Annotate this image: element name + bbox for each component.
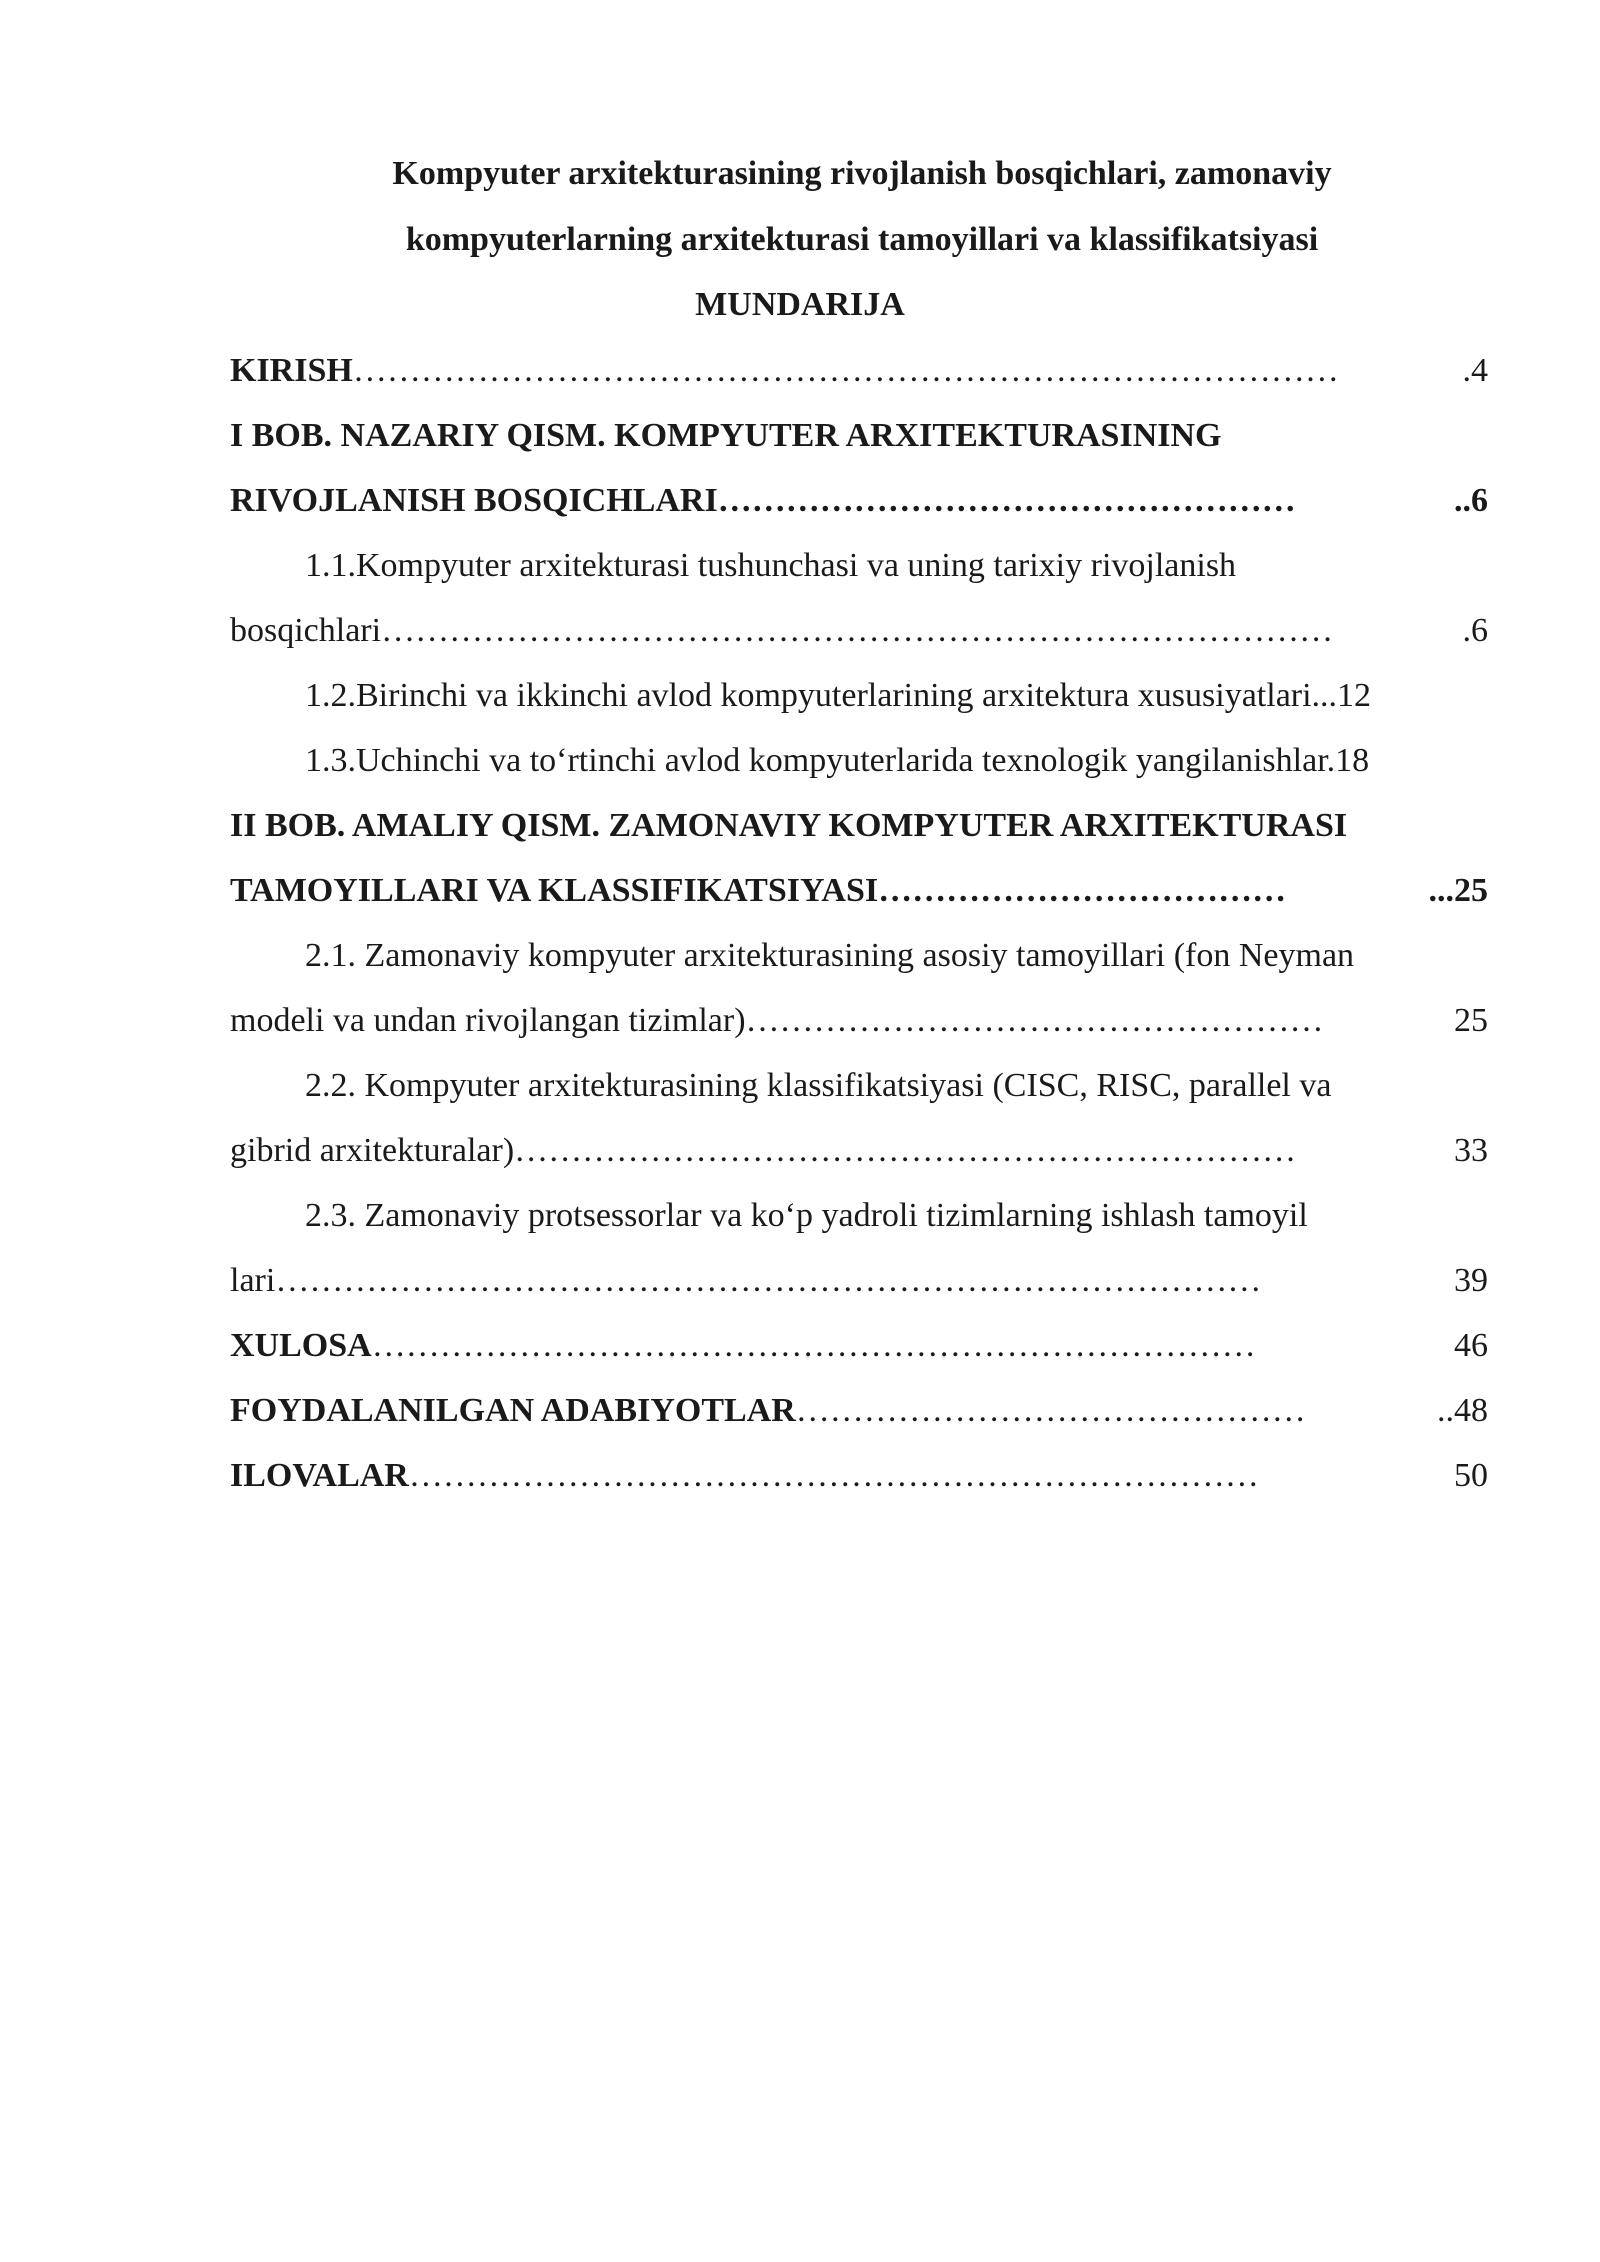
toc-leader-dots: …………………………………………………………………………… [275, 1262, 1262, 1299]
toc-entry-label: modeli va undan rivojlangan tizimlar) [230, 1002, 746, 1039]
toc-entry-label: RIVOJLANISH BOSQICHLARI [230, 482, 718, 519]
toc-page-number: 39 [1452, 1259, 1488, 1303]
toc-entry-bob1-line-2 [230, 479, 1488, 523]
toc-entry-adabiyotlar [230, 1389, 1488, 1433]
toc-entry-xulosa [230, 1324, 1488, 1368]
toc-page-number: .6 [1461, 609, 1489, 653]
toc-page-number: ..6 [1452, 479, 1488, 523]
toc-entry-1-2: 1.2.Birinchi va ikkinchi avlod kompyuterlarining arxitektura xususiyatlari...12 [305, 677, 1372, 714]
toc-page-number: 33 [1452, 1129, 1488, 1173]
toc-entry-2-1-line-1: 2.1. Zamonaviy kompyuter arxitekturasining asosiy tamoyillari (fon Neyman [305, 937, 1355, 974]
toc-entry-2-3-line-1: 2.3. Zamonaviy protsessorlar va ko‘p yadroli tizimlarning ishlash tamoyil [305, 1197, 1308, 1234]
toc-leader-dots: ………………………………………………………………………… [381, 612, 1334, 649]
toc-entry-bob1-line-1: I BOB. NAZARIY QISM. KOMPYUTER ARXITEKTURASINING [230, 417, 1222, 454]
toc-page-number: ...25 [1427, 869, 1489, 913]
document-title-line-1: Kompyuter arxitekturasining rivojlanish bosqichlari, zamonaviy [392, 155, 1332, 192]
toc-entry-2-1-line-2 [230, 999, 1488, 1043]
toc-entry-label: TAMOYILLARI VA KLASSIFIKATSIYASI [230, 872, 879, 909]
toc-page-number: ..48 [1435, 1389, 1488, 1433]
toc-entry-2-2-line-2 [230, 1129, 1488, 1173]
toc-heading: MUNDARIJA [695, 286, 905, 323]
toc-entry-label: gibrid arxitekturalar) [230, 1132, 515, 1169]
toc-entry-label: XULOSA [230, 1327, 372, 1364]
toc-entry-label: KIRISH [230, 352, 353, 389]
toc-entry-2-2-line-1: 2.2. Kompyuter arxitekturasining klassifikatsiyasi (CISC, RISC, parallel va [305, 1067, 1332, 1104]
toc-page-number: 50 [1452, 1454, 1488, 1498]
toc-entry-label: ILOVALAR [230, 1457, 409, 1494]
toc-entry-1-1-line-2 [230, 609, 1488, 653]
toc-entry-2-3-line-2 [230, 1259, 1488, 1303]
toc-entry-ilovalar [230, 1454, 1488, 1498]
toc-entry-kirish [230, 349, 1488, 393]
toc-leader-dots: …………………………………………… [717, 482, 1296, 519]
toc-entry-bob2-line-2 [230, 869, 1488, 913]
toc-leader-dots: …………………………………………………………………………… [352, 352, 1339, 389]
toc-entry-1-3: 1.3.Uchinchi va to‘rtinchi avlod kompyuterlarida texnologik yangilanishlar.18 [305, 742, 1370, 779]
toc-entry-1-1-line-1: 1.1.Kompyuter arxitekturasi tushunchasi va uning tarixiy rivojlanish [305, 547, 1237, 584]
toc-page-number: 25 [1452, 999, 1488, 1043]
document-title-line-2: kompyuterlarning arxitekturasi tamoyillari va klassifikatsiyasi [405, 221, 1319, 258]
toc-leader-dots: …………………………………………… [745, 1002, 1324, 1039]
toc-leader-dots: ……………………………………… [795, 1392, 1306, 1429]
toc-entry-label: FOYDALANILGAN ADABIYOTLAR [230, 1392, 796, 1429]
toc-page-number: .4 [1461, 349, 1489, 393]
toc-leader-dots: ………………………………………………………………… [408, 1457, 1259, 1494]
toc-entry-label: lari [230, 1262, 276, 1299]
toc-leader-dots: …………………………………………………………………… [371, 1327, 1256, 1364]
toc-page-number: 46 [1452, 1324, 1488, 1368]
toc-leader-dots: …………………………………………………………… [514, 1132, 1297, 1169]
toc-entry-bob2-line-1: II BOB. AMALIY QISM. ZAMONAVIY KOMPYUTER ARXITEKTURASI [230, 807, 1348, 844]
toc-entry-label: bosqichlari [230, 612, 382, 649]
toc-leader-dots: ……………………………… [878, 872, 1287, 909]
